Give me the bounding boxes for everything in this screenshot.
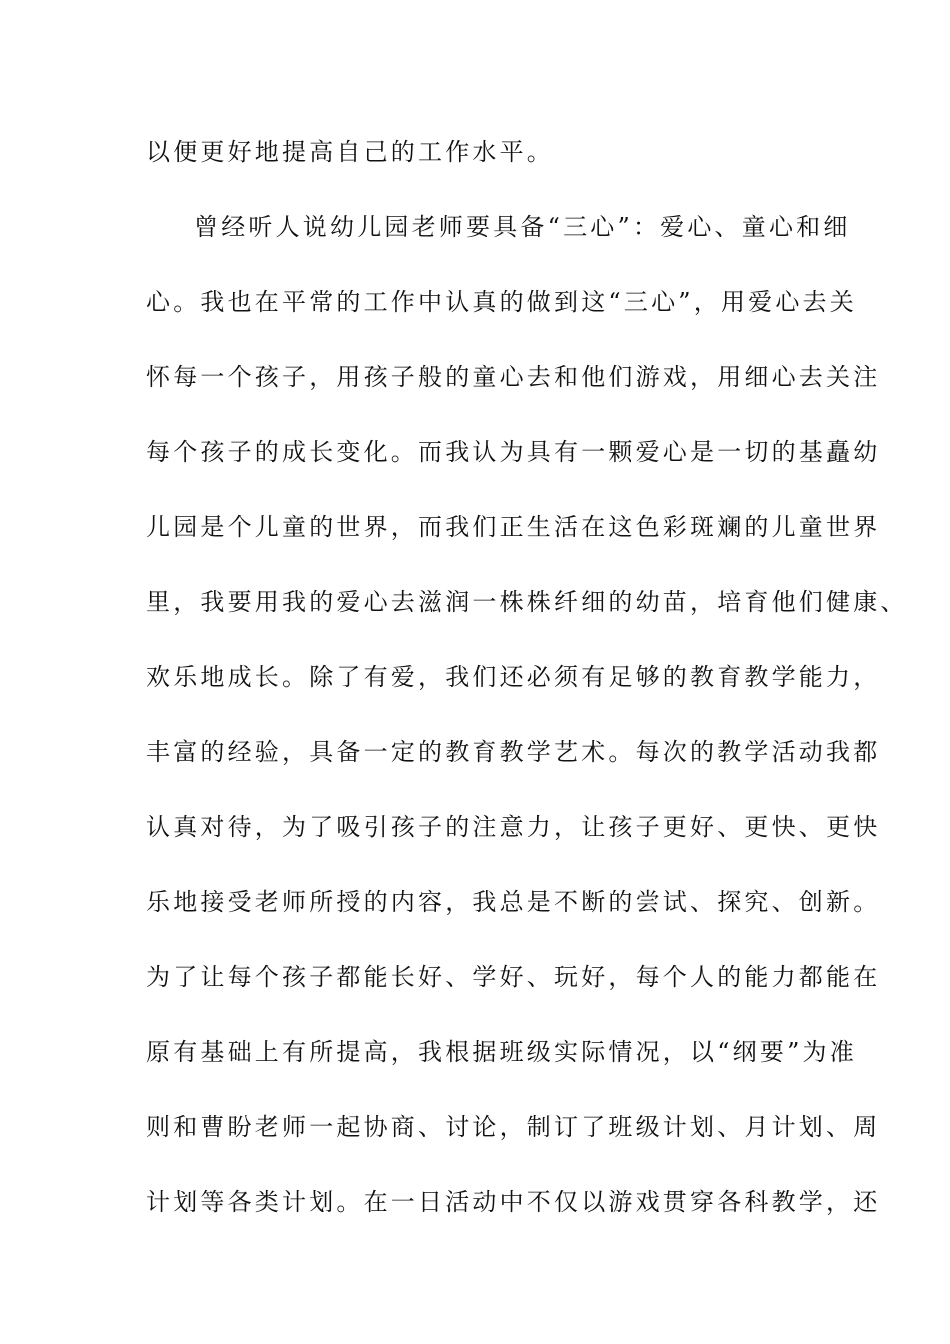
text-line-4: 怀每一个孩子，用孩子般的童心去和他们游戏，用细心去关注 (146, 363, 881, 391)
text-line-1: 以便更好地提高自己的工作水平。 (146, 138, 554, 166)
text-line-11: 乐地接受老师所授的内容，我总是不断的尝试、探究、创新。 (146, 888, 881, 916)
text-line-15: 计划等各类计划。在一日活动中不仅以游戏贯穿各科教学，还 (146, 1188, 881, 1216)
text-line-6: 儿园是个儿童的世界，而我们正生活在这色彩斑斓的儿童世界 (146, 513, 881, 541)
text-line-14: 则和曹盼老师一起协商、讨论，制订了班级计划、月计划、周 (146, 1113, 881, 1141)
text-line-5: 每个孩子的成长变化。而我认为具有一颗爱心是一切的基矗幼 (146, 438, 881, 466)
text-line-2: 曾经听人说幼儿园老师要具备“三心”：爱心、童心和细 (194, 213, 851, 241)
text-line-9: 丰富的经验，具备一定的教育教学艺术。每次的教学活动我都 (146, 738, 881, 766)
text-line-10: 认真对待，为了吸引孩子的注意力，让孩子更好、更快、更快 (146, 813, 881, 841)
text-line-8: 欢乐地成长。除了有爱，我们还必须有足够的教育教学能力， (146, 663, 881, 691)
text-line-7: 里，我要用我的爱心去滋润一株株纤细的幼苗，培育他们健康、 (146, 588, 908, 616)
text-line-13: 原有基础上有所提高，我根据班级实际情况，以“纲要”为准 (146, 1038, 857, 1066)
text-line-3: 心。我也在平常的工作中认真的做到这“三心”，用爱心去关 (146, 288, 857, 316)
text-line-12: 为了让每个孩子都能长好、学好、玩好，每个人的能力都能在 (146, 963, 881, 991)
